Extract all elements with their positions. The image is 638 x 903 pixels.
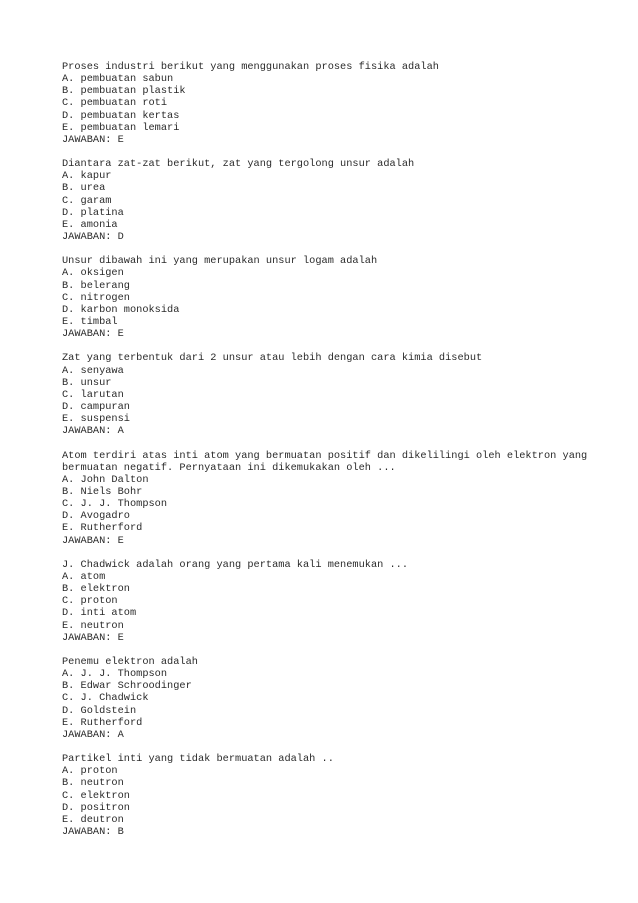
question-text: Atom terdiri atas inti atom yang bermuatan positif dan dikelilingi oleh elektron yang bermuatan negatif. Pernyataan ini dikemukakan oleh ... (62, 449, 594, 474)
option-b: B. pembuatan plastik (62, 85, 186, 98)
option-d: D. campuran (62, 401, 130, 413)
question-text: Diantara zat-zat berikut, zat yang tergolong unsur adalah (62, 158, 415, 171)
option-c: C. proton (62, 595, 118, 608)
option-e: E. timbal (62, 316, 118, 328)
option-b: B. belerang (62, 279, 130, 292)
option-b: B. urea (62, 182, 106, 195)
question-block (62, 450, 622, 547)
option-c: C. elektron (62, 789, 130, 802)
answer-key: JAWABAN: B (62, 826, 124, 838)
option-d: D. Avogadro (62, 510, 130, 523)
option-c: C. nitrogen (62, 291, 130, 304)
option-d: D. positron (62, 801, 130, 814)
question-block (62, 158, 622, 243)
answer-key: JAWABAN: E (62, 631, 124, 644)
question-text: Proses industri berikut yang menggunakan proses fisika adalah (62, 61, 439, 73)
question-block (62, 352, 622, 437)
option-a: A. kapur (62, 170, 112, 183)
question-block (62, 255, 622, 340)
option-d: D. platina (62, 206, 124, 219)
option-c: C. pembuatan roti (62, 97, 168, 110)
answer-key: JAWABAN: A (62, 425, 124, 438)
answer-key: JAWABAN: E (62, 133, 124, 146)
option-a: A. J. J. Thompson (62, 668, 168, 681)
option-a: A. senyawa (62, 364, 124, 377)
answer-key: JAWABAN: D (62, 231, 124, 243)
option-a: A. atom (62, 571, 106, 584)
question-block (62, 656, 622, 741)
option-d: D. pembuatan kertas (62, 109, 180, 122)
option-a: A. oksigen (62, 267, 124, 280)
option-e: E. suspensi (62, 413, 130, 426)
option-e: E. pembuatan lemari (62, 121, 180, 134)
option-a: A. proton (62, 765, 118, 778)
option-b: B. Edwar Schroodinger (62, 680, 192, 693)
option-d: D. Goldstein (62, 704, 137, 717)
question-block (62, 559, 622, 644)
option-e: E. Rutherford (62, 522, 143, 535)
option-c: C. larutan (62, 388, 124, 401)
option-e: E. neutron (62, 619, 124, 632)
option-b: B. unsur (62, 376, 112, 389)
document-body (62, 61, 622, 850)
option-c: C. garam (62, 194, 112, 207)
question-text: Zat yang terbentuk dari 2 unsur atau lebih dengan cara kimia disebut (62, 352, 483, 365)
option-a: A. pembuatan sabun (62, 73, 174, 86)
option-e: E. amonia (62, 218, 118, 231)
question-block (62, 753, 622, 838)
option-d: D. karbon monoksida (62, 303, 180, 316)
answer-key: JAWABAN: E (62, 534, 124, 547)
question-text: Unsur dibawah ini yang merupakan unsur logam adalah (62, 255, 378, 268)
question-text: Partikel inti yang tidak bermuatan adalah .. (62, 753, 334, 766)
question-text: Penemu elektron adalah (62, 656, 198, 668)
option-a: A. John Dalton (62, 473, 149, 486)
option-e: E. deutron (62, 813, 124, 826)
answer-key: JAWABAN: E (62, 328, 124, 341)
question-text: J. Chadwick adalah orang yang pertama kali menemukan ... (62, 558, 409, 571)
option-b: B. Niels Bohr (62, 486, 143, 499)
option-d: D. inti atom (62, 607, 137, 620)
option-c: C. J. J. Thompson (62, 498, 168, 511)
question-block (62, 61, 622, 146)
option-b: B. neutron (62, 777, 124, 790)
answer-key: JAWABAN: A (62, 728, 124, 741)
option-e: E. Rutherford (62, 716, 143, 729)
option-c: C. J. Chadwick (62, 692, 149, 705)
option-b: B. elektron (62, 583, 130, 596)
